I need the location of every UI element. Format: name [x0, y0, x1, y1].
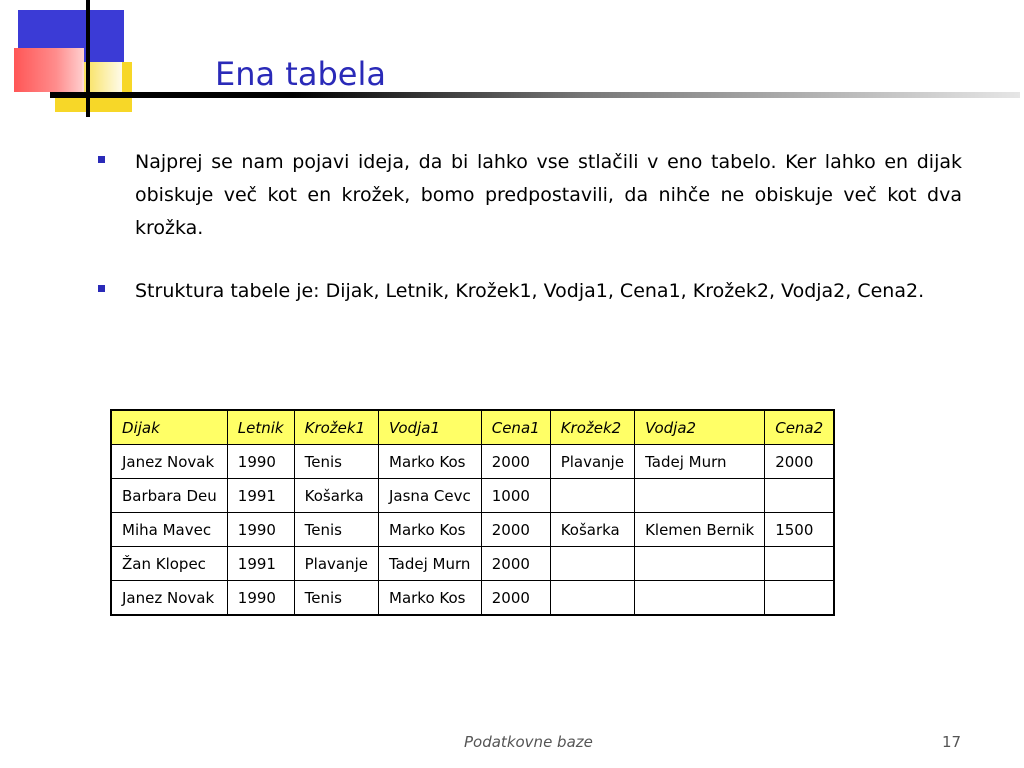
bullet-square-icon	[98, 156, 105, 163]
table-row	[111, 581, 834, 616]
table-cell: Klemen Bernik	[635, 513, 765, 547]
table-header-row	[111, 410, 834, 445]
bullet-square-icon	[98, 285, 105, 292]
table-cell: Tadej Murn	[635, 445, 765, 479]
table-row	[111, 513, 834, 547]
table-cell: 2000	[481, 445, 550, 479]
table-cell: Tenis	[294, 513, 378, 547]
header-cell-vodja1: Vodja1	[379, 410, 482, 445]
table-cell	[635, 479, 765, 513]
header-cell-krozek2: Krožek2	[550, 410, 634, 445]
header-cell-cena2: Cena2	[765, 410, 834, 445]
table-cell: 1000	[481, 479, 550, 513]
table-cell: 1991	[227, 479, 294, 513]
header-cell-dijak: Dijak	[111, 410, 227, 445]
table-row	[111, 445, 834, 479]
table-cell: 1500	[765, 513, 834, 547]
table-cell: 1990	[227, 513, 294, 547]
header-cell-letnik: Letnik	[227, 410, 294, 445]
table-cell: 1990	[227, 445, 294, 479]
table-cell: Miha Mavec	[111, 513, 227, 547]
table-cell: Košarka	[294, 479, 378, 513]
table-cell: Žan Klopec	[111, 547, 227, 581]
table-cell	[635, 547, 765, 581]
table-cell: Marko Kos	[379, 445, 482, 479]
table-row	[111, 547, 834, 581]
table-cell	[550, 479, 634, 513]
table-cell: 1991	[227, 547, 294, 581]
header-cell-vodja2: Vodja2	[635, 410, 765, 445]
data-table	[110, 409, 835, 616]
table-cell	[550, 547, 634, 581]
title-underline	[50, 92, 1020, 98]
table-cell	[765, 547, 834, 581]
table-cell: Plavanje	[294, 547, 378, 581]
bullet-list	[98, 146, 962, 338]
table-cell: 1990	[227, 581, 294, 616]
header-cell-cena1: Cena1	[481, 410, 550, 445]
table-cell	[550, 581, 634, 616]
bullet-item	[98, 146, 962, 245]
page-number: 17	[942, 733, 962, 751]
table-cell	[765, 479, 834, 513]
table-cell: Barbara Deu	[111, 479, 227, 513]
table-cell: 2000	[765, 445, 834, 479]
table-cell: Košarka	[550, 513, 634, 547]
bullet-text: Struktura tabele je: Dijak, Letnik, Krožek1, Vodja1, Cena1, Krožek2, Vodja2, Cena2.	[135, 280, 925, 302]
bullet-text: Najprej se nam pojavi ideja, da bi lahko vse stlačili v eno tabelo. Ker lahko en dijak obiskuje več kot en krožek, bomo predpostavili, da nihče ne obiskuje več kot dva krožka.	[135, 151, 962, 239]
decor-red-square	[14, 48, 84, 92]
table-cell: Tadej Murn	[379, 547, 482, 581]
table-cell: Plavanje	[550, 445, 634, 479]
decor-vertical-line	[86, 0, 90, 117]
table-cell: Jasna Cevc	[379, 479, 482, 513]
table-cell: Janez Novak	[111, 581, 227, 616]
table-cell: Tenis	[294, 445, 378, 479]
table-cell: 2000	[481, 581, 550, 616]
table-row	[111, 479, 834, 513]
table-cell: 2000	[481, 547, 550, 581]
table-cell	[765, 581, 834, 616]
slide-title: Ena tabela	[215, 55, 386, 93]
header-cell-krozek1: Krožek1	[294, 410, 378, 445]
table-cell	[635, 581, 765, 616]
bullet-item	[98, 275, 962, 308]
table-cell: Janez Novak	[111, 445, 227, 479]
table-cell: Marko Kos	[379, 513, 482, 547]
table-cell: Tenis	[294, 581, 378, 616]
footer-title: Podatkovne baze	[464, 733, 593, 751]
table-cell: Marko Kos	[379, 581, 482, 616]
table-cell: 2000	[481, 513, 550, 547]
